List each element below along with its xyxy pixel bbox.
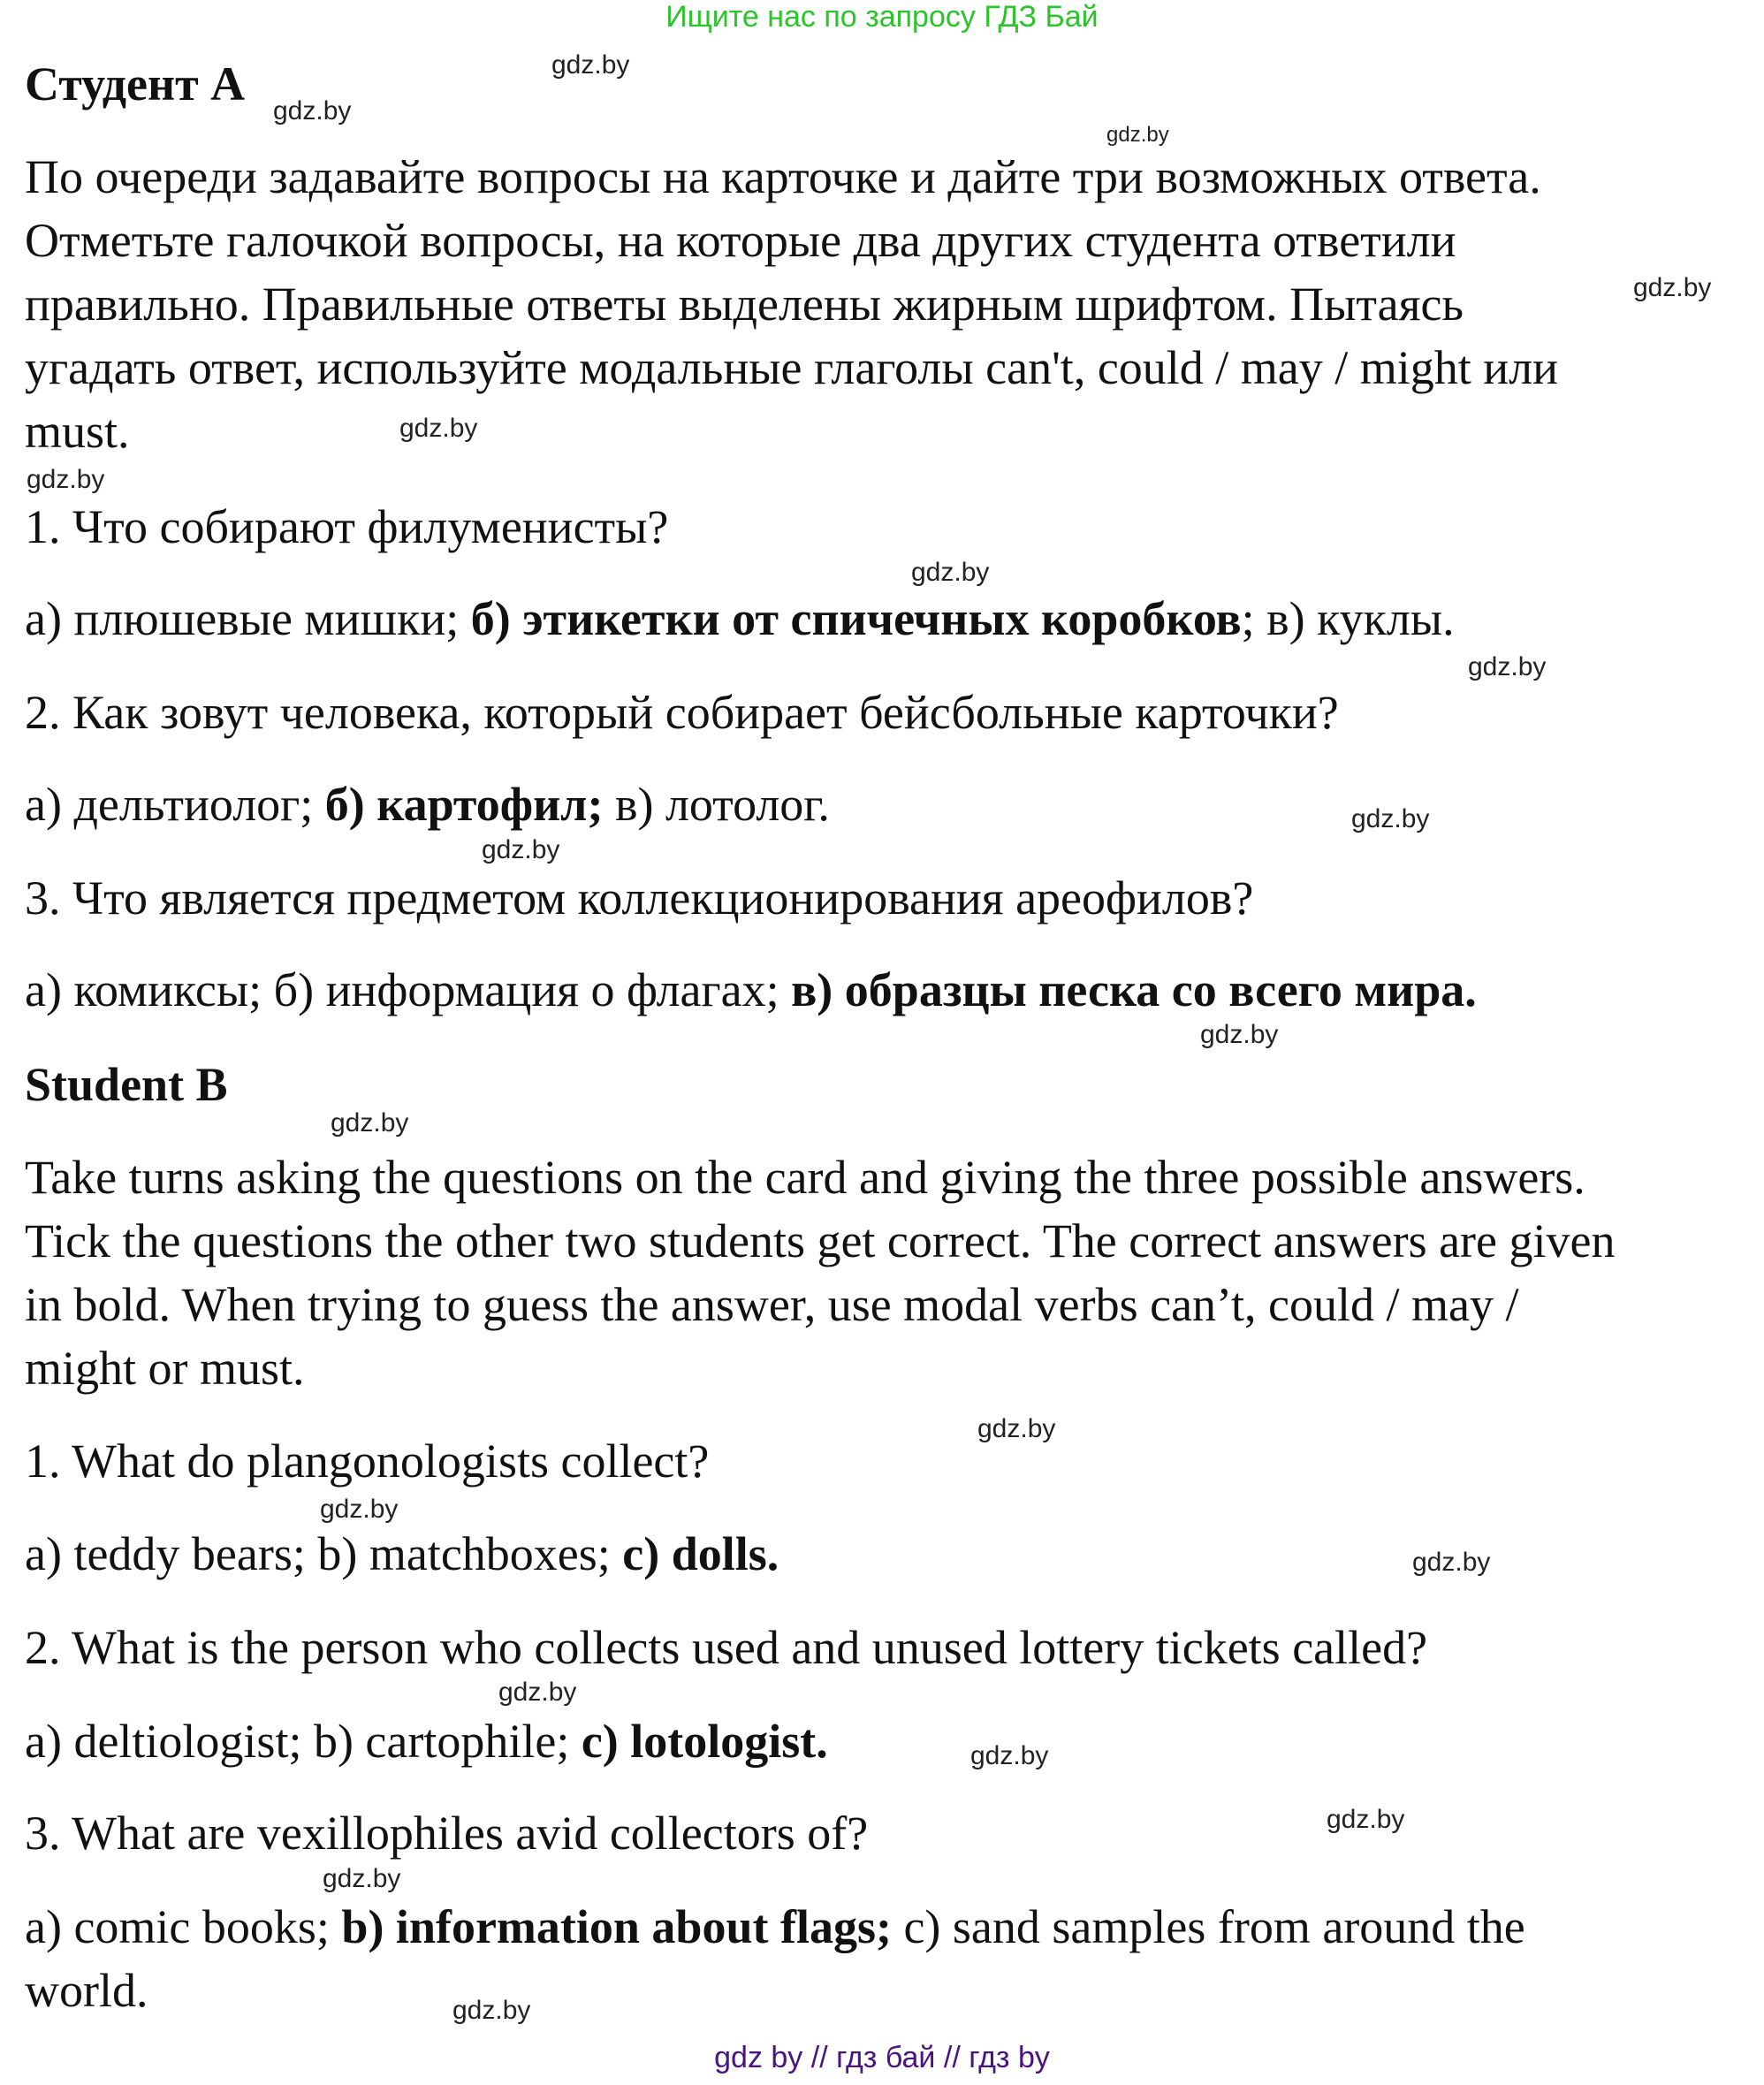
instruction-line: in bold. When trying to guess the answer, use modal verbs can’t, could / may / bbox=[25, 1278, 1519, 1331]
watermark: gdz.by bbox=[323, 1864, 401, 1893]
correct-answer: б) картофил; bbox=[324, 778, 604, 831]
watermark: gdz.by bbox=[498, 1678, 577, 1707]
answer-text: ; в) куклы. bbox=[1241, 592, 1455, 645]
question-3: 3. What are vexillophiles avid collectors of? bbox=[25, 1807, 869, 1860]
watermark: gdz.by bbox=[1468, 652, 1547, 681]
watermark: gdz.by bbox=[482, 835, 560, 864]
correct-answer: c) dolls. bbox=[622, 1527, 779, 1580]
answers-3-continued: world. bbox=[25, 1964, 148, 2017]
answer-text: а) плюшевые мишки; bbox=[25, 592, 471, 645]
watermark: gdz.by bbox=[320, 1495, 399, 1524]
answer-text: а) комиксы; б) информация о флагах; bbox=[25, 963, 792, 1016]
question-3: 3. Что является предметом коллекционирования ареофилов? bbox=[25, 871, 1254, 925]
answer-text: a) comic books; bbox=[25, 1900, 342, 1953]
answer-text: c) sand samples from around the bbox=[891, 1900, 1525, 1953]
footer-links: gdz by // гдз бай // гдз by bbox=[714, 2041, 1050, 2074]
instruction-line: Tick the questions the other two students get correct. The correct answers are given bbox=[25, 1214, 1616, 1267]
student-a-title: Студент А bbox=[25, 57, 246, 110]
watermark: gdz.by bbox=[977, 1414, 1056, 1443]
watermark: gdz.by bbox=[1200, 1020, 1279, 1049]
watermark: gdz.by bbox=[551, 50, 630, 80]
instruction-line: правильно. Правильные ответы выделены жирным шрифтом. Пытаясь bbox=[25, 278, 1464, 331]
question-2: 2. Как зовут человека, который собирает бейсбольные карточки? bbox=[25, 686, 1339, 739]
instruction-line: угадать ответ, используйте модальные глаголы can't, could / may / might или bbox=[25, 341, 1559, 394]
question-2: 2. What is the person who collects used and unused lottery tickets called? bbox=[25, 1621, 1428, 1674]
watermark: gdz.by bbox=[399, 414, 478, 443]
answers-3 bbox=[25, 963, 1477, 1017]
answers-1 bbox=[25, 1526, 779, 1581]
watermark: gdz.by bbox=[911, 558, 990, 587]
watermark: gdz.by bbox=[1327, 1805, 1405, 1834]
student-b-title: Student B bbox=[25, 1058, 228, 1111]
instruction-line: might or must. bbox=[25, 1342, 305, 1395]
answers-3 bbox=[25, 1899, 1525, 1954]
watermark: gdz.by bbox=[1351, 804, 1430, 833]
correct-answer: б) этикетки от спичечных коробков bbox=[470, 592, 1242, 645]
answers-2 bbox=[25, 1714, 828, 1769]
correct-answer: в) образцы песка со всего мира. bbox=[791, 963, 1477, 1016]
answers-1 bbox=[25, 591, 1455, 646]
watermark: gdz.by bbox=[452, 1996, 531, 2025]
watermark: gdz.by bbox=[1633, 273, 1712, 302]
answer-text: в) лотолог. bbox=[603, 778, 830, 831]
correct-answer: c) lotologist. bbox=[581, 1715, 828, 1768]
question-1: 1. Что собирают филуменисты? bbox=[25, 500, 669, 553]
instruction-line: Take turns asking the questions on the card and giving the three possible answers. bbox=[25, 1151, 1585, 1204]
answer-text: a) deltiologist; b) cartophile; bbox=[25, 1715, 582, 1768]
instruction-line: Отметьте галочкой вопросы, на которые два других студента ответили bbox=[25, 214, 1456, 267]
instruction-line: must. bbox=[25, 405, 130, 458]
answer-text: а) дельтиолог; bbox=[25, 778, 325, 831]
watermark: gdz.by bbox=[1412, 1548, 1491, 1577]
answers-2 bbox=[25, 777, 830, 832]
question-1: 1. What do plangonologists collect? bbox=[25, 1434, 710, 1488]
watermark: gdz.by bbox=[970, 1741, 1049, 1770]
watermark: gdz.by bbox=[273, 96, 352, 126]
watermark: gdz.by bbox=[331, 1108, 409, 1138]
instruction-line: По очереди задавайте вопросы на карточке и дайте три возможных ответа. bbox=[25, 150, 1541, 203]
search-banner: Ищите нас по запросу ГДЗ Бай bbox=[665, 0, 1099, 34]
watermark: gdz.by bbox=[27, 465, 105, 494]
watermark: gdz.by bbox=[1106, 123, 1169, 147]
answer-text: a) teddy bears; b) matchboxes; bbox=[25, 1527, 623, 1580]
correct-answer: b) information about flags; bbox=[341, 1900, 892, 1953]
